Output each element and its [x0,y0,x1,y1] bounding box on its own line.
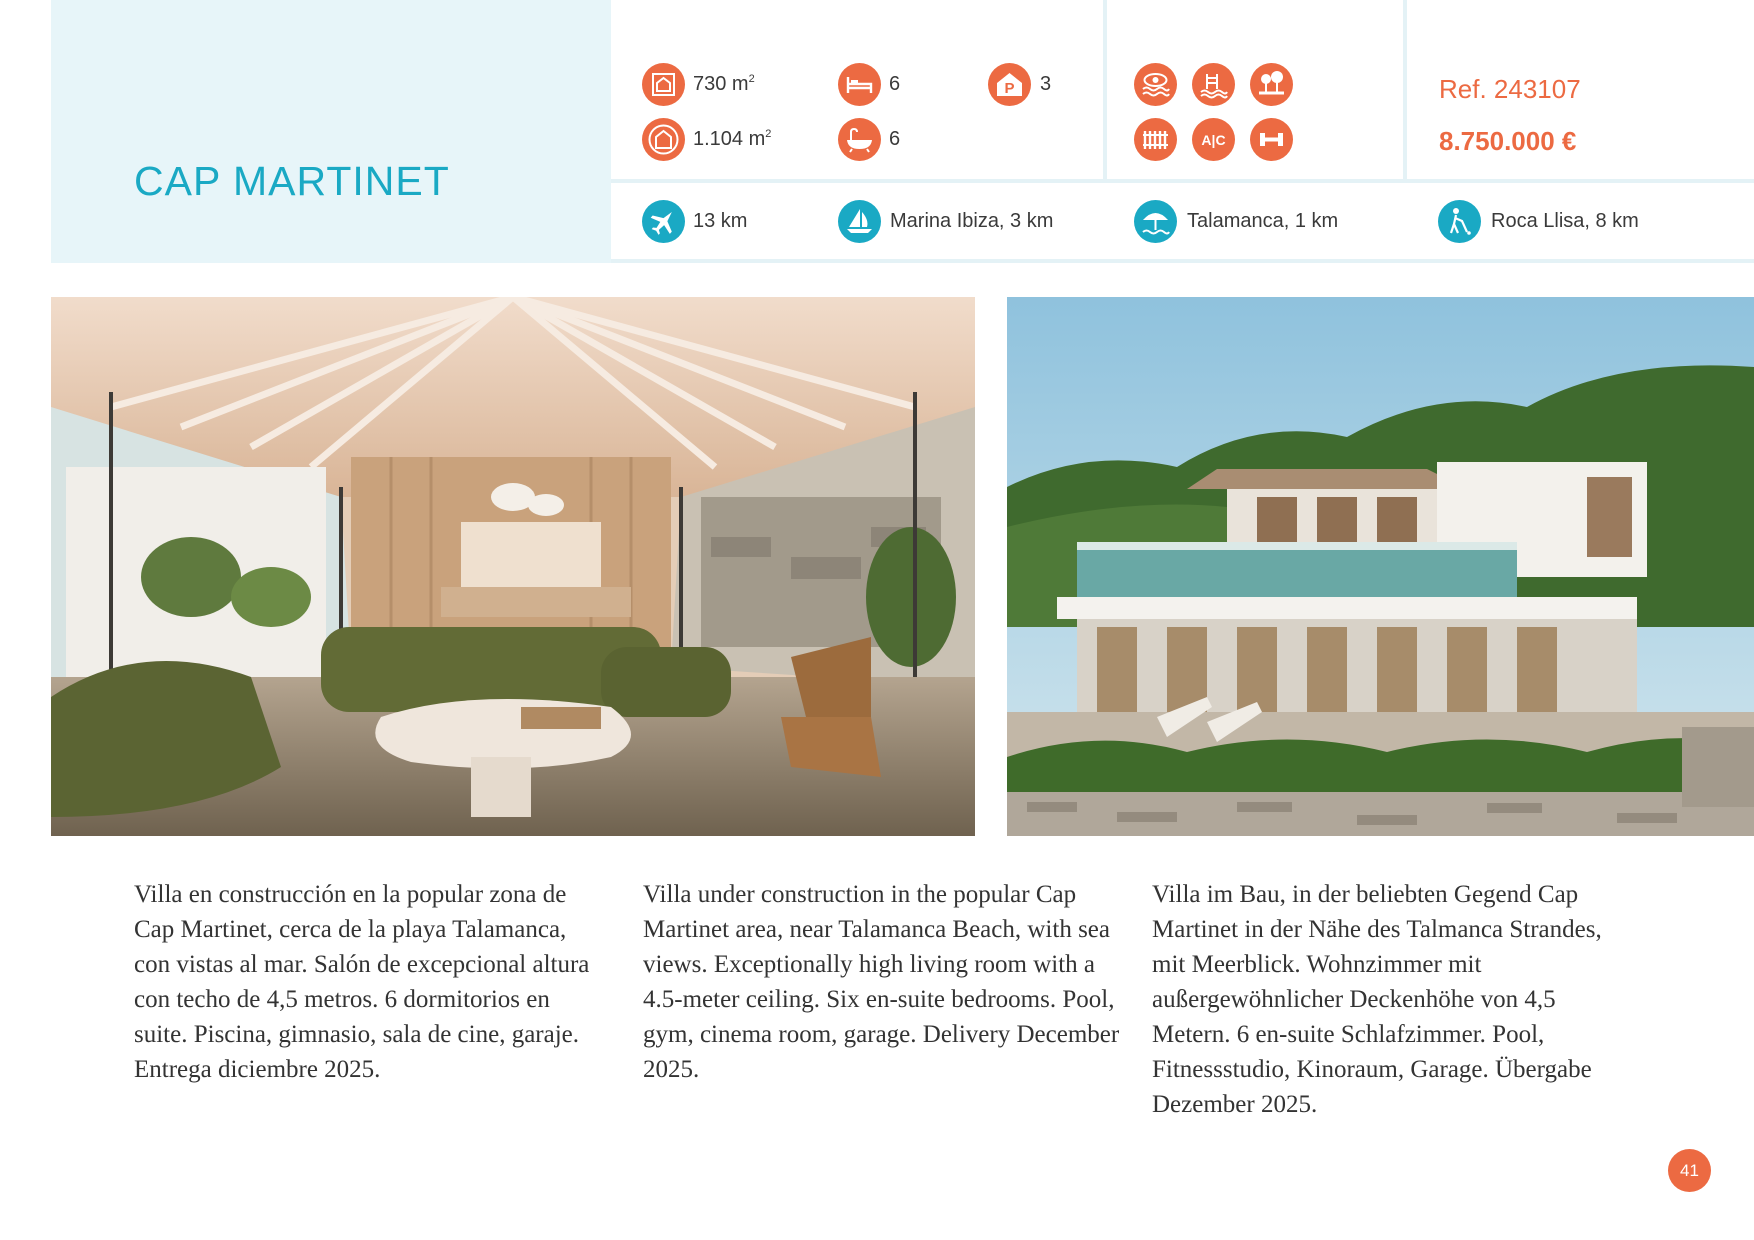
built-area-value: 730 $m^2$ [693,73,755,95]
parking-value: 3 [1040,73,1052,95]
beach-umbrella-icon [1134,200,1177,243]
beach-distance: Talamanca, 1 km [1187,210,1339,232]
header-divider-vertical-1 [1103,0,1107,179]
built-area-icon [642,63,685,106]
bedrooms-value: 6 [889,73,901,95]
airport-distance: 13 km [693,210,748,232]
header-divider-vertical-2 [1403,0,1407,179]
svg-text:P: P [1004,80,1015,97]
golf-distance: Roca Llisa, 8 km [1491,210,1639,232]
plot-area-icon [642,118,685,161]
marina-distance: Marina Ibiza, 3 km [890,210,1054,232]
exterior-villa-photo [1007,297,1754,836]
reference-number: Ref. 243107 [1439,74,1581,104]
header-divider-bottom [611,259,1754,263]
page-title: CAP MARTINET [134,158,450,204]
price: 8.750.000 € [1439,126,1577,156]
pool-icon [1192,63,1235,106]
page-number-badge: 41 [1668,1149,1711,1192]
sea-view-icon [1134,63,1177,106]
description-english: Villa under construction in the popular Cap Martinet area, near Talamanca Beach, with sea views. Exceptionally high living room with a 4.5-meter ceiling. Six en-suite bedrooms. Pool, gym, cinema room, garage. Delivery December 2025. [643,881,1120,1083]
golf-icon [1438,200,1481,243]
garden-icon [1250,63,1293,106]
title-panel [51,0,611,263]
airport-icon [642,200,685,243]
svg-text:A|C: A|C [1201,132,1226,148]
header-divider-horizontal [611,179,1754,183]
bathtub-icon [838,118,881,161]
heating-icon [1134,118,1177,161]
bed-icon [838,63,881,106]
description-spanish: Villa en construcción en la popular zona de Cap Martinet, cerca de la playa Talamanca, con vistas al mar. Salón de excepcional altura con techo de 4,5 metros. 6 dormitorios en suite. Piscina, gimnasio, sala de cine, garaje. Entrega diciembre 2025. [134,881,590,1083]
bathrooms-value: 6 [889,128,901,150]
sailboat-icon [838,200,881,243]
description-german: Villa im Bau, in der beliebten Gegend Cap Martinet in der Nähe des Talmanca Strandes, mit Meerblick. Wohnzimmer mit außergewöhnlicher Deckenhöhe von 4,5 Metern. 6 en-suite Schlafzimmer. Pool, Fitnessstudio, Kinoraum, Garage. Übergabe Dezember 2025. [1152,881,1602,1118]
parking-icon [988,63,1031,106]
interior-living-room-photo [51,297,975,836]
air-conditioning-icon [1192,118,1235,161]
gym-icon [1250,118,1293,161]
plot-area-value: 1.104 $m^2$ [693,128,772,150]
